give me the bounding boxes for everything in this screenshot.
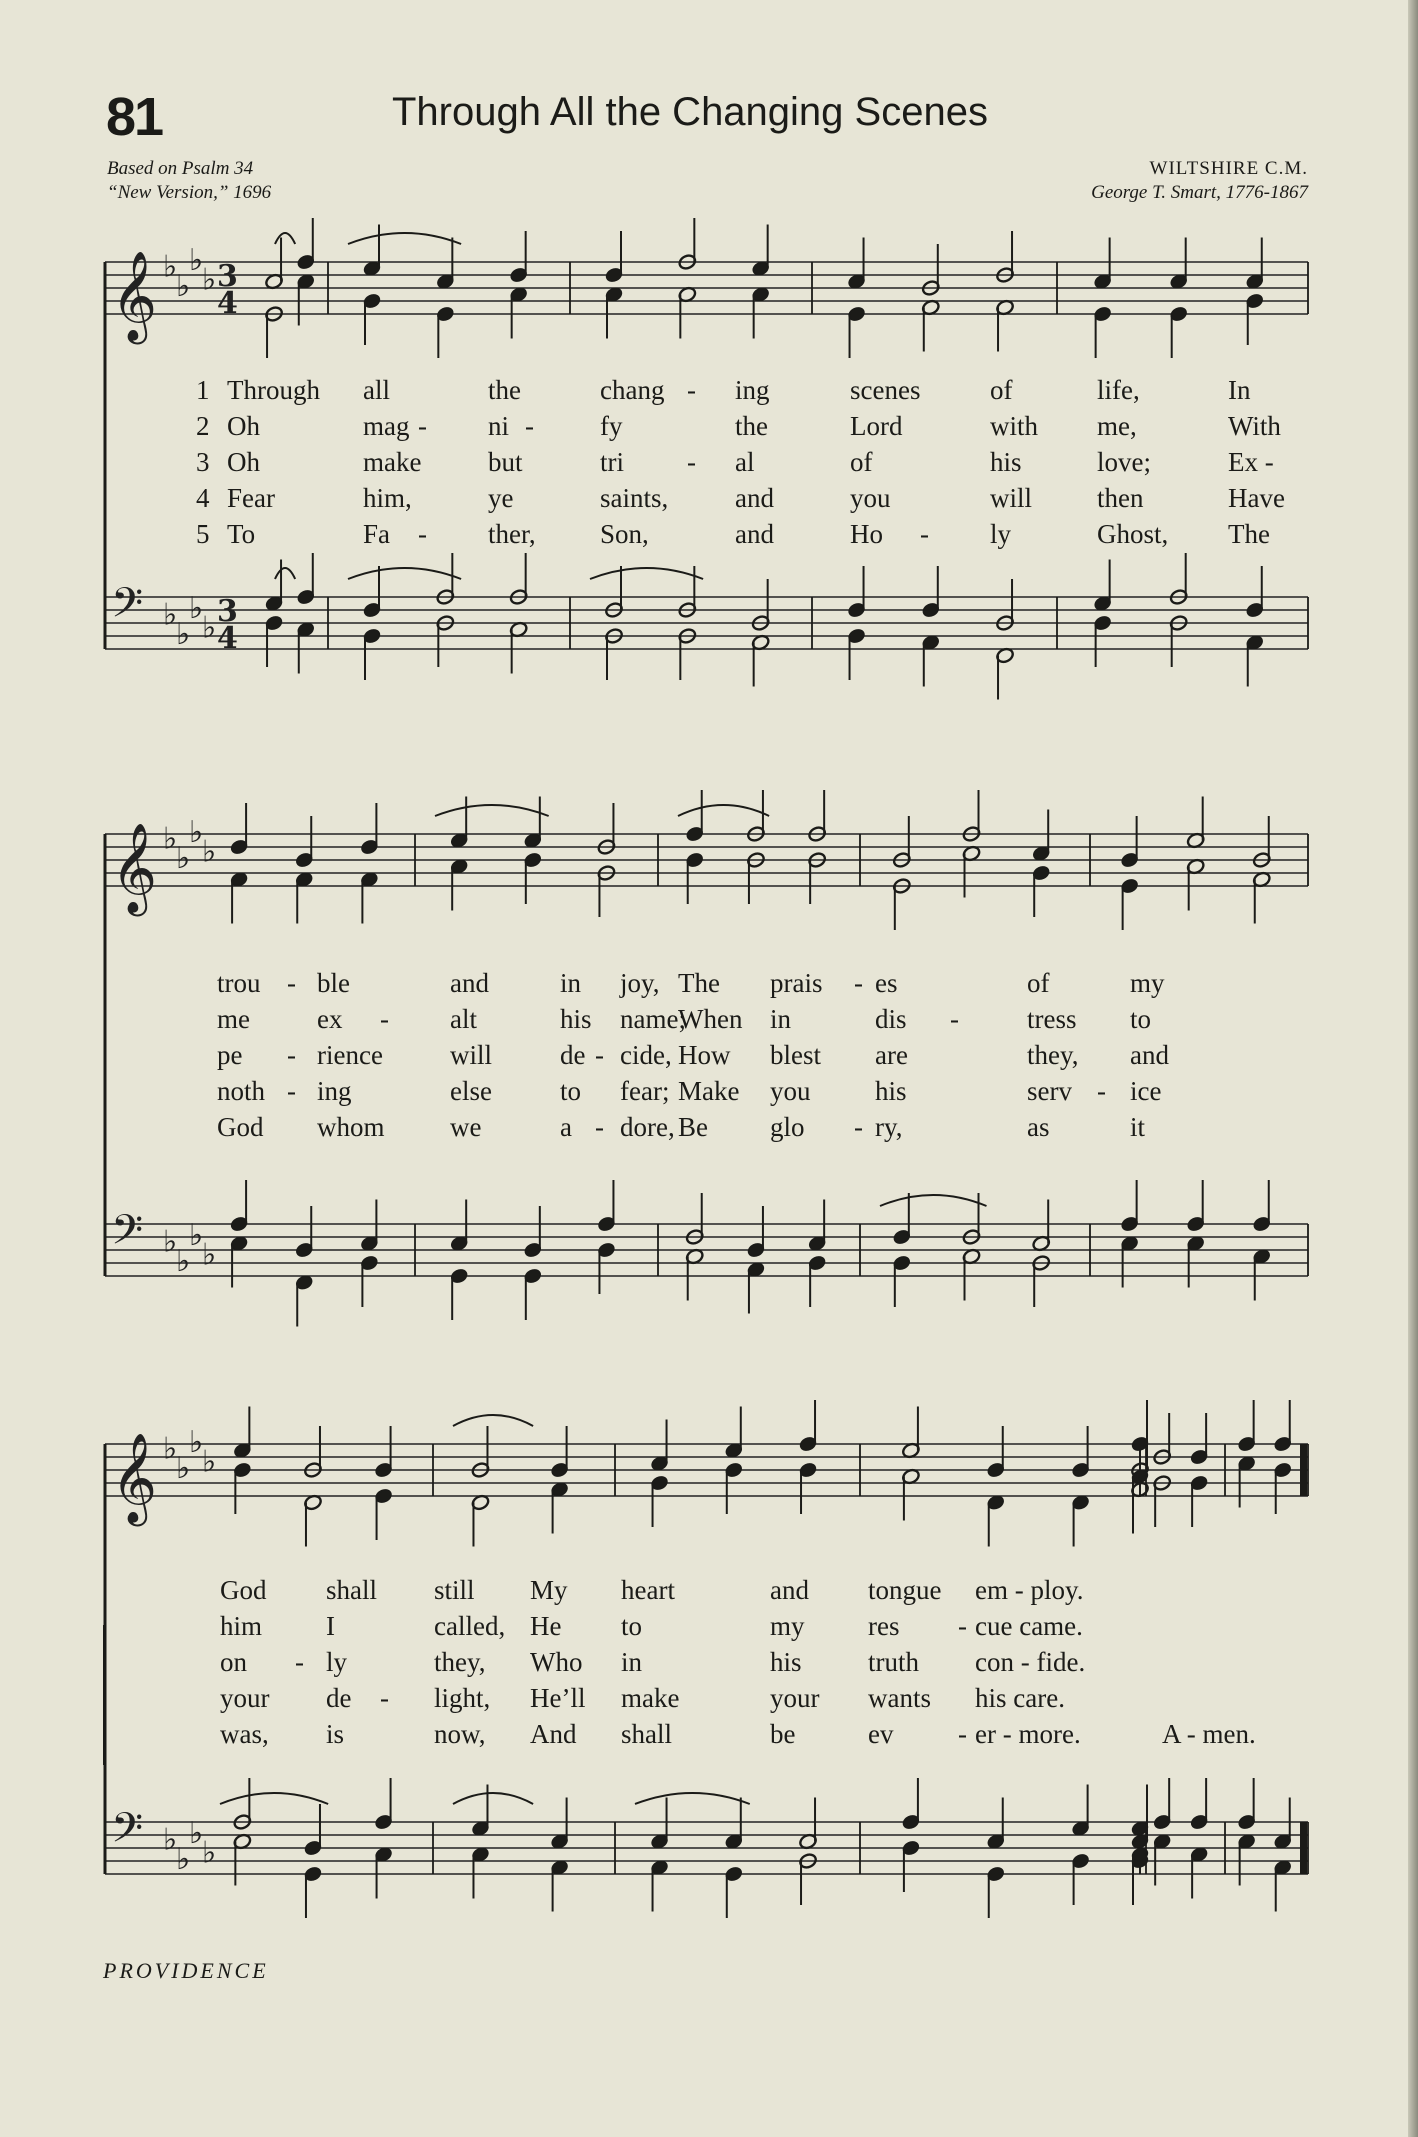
slur	[220, 1793, 328, 1804]
lyric-syllable: alt	[450, 1004, 477, 1034]
lyric-syllable: Oh	[227, 447, 260, 477]
lyric-syllable: I	[326, 1611, 335, 1641]
lyric-syllable: are	[875, 1040, 908, 1070]
lyric-syllable: ly	[990, 519, 1012, 549]
lyric-syllable: With	[1228, 411, 1281, 441]
lyric-syllable: ing	[735, 375, 770, 405]
lyric-syllable: -	[920, 519, 929, 549]
flat-icon: ♭	[176, 617, 191, 652]
lyric-syllable: To	[227, 519, 256, 549]
time-signature-top: 3	[217, 594, 238, 629]
lyric-syllable: your	[220, 1683, 270, 1713]
lyric-syllable: they,	[434, 1647, 486, 1677]
lyric-syllable: A - men.	[1162, 1719, 1256, 1749]
text-source-line-1: Based on Psalm 34	[107, 158, 254, 179]
lyric-syllable: make	[363, 447, 422, 477]
flat-icon: ♭	[163, 1224, 178, 1260]
lyric-syllable: ly	[326, 1647, 348, 1677]
flat-icon: ♭	[202, 610, 217, 646]
lyric-syllable: his	[990, 447, 1022, 477]
lyric-syllable: his	[875, 1076, 907, 1106]
flat-icon: ♭	[202, 1444, 217, 1480]
lyric-syllable: truth	[868, 1647, 919, 1677]
lyric-syllable: -	[687, 375, 696, 405]
lyric-syllable: you	[770, 1076, 811, 1106]
lyric-syllable: How	[678, 1040, 731, 1070]
lyric-syllable: and	[1130, 1040, 1169, 1070]
lyric-syllable: -	[854, 1112, 863, 1142]
lyric-syllable: tri	[600, 447, 624, 477]
slur	[275, 233, 295, 244]
lyric-syllable: fy	[600, 411, 623, 441]
lyric-syllable: it	[1130, 1112, 1146, 1142]
hymn-number: 81	[106, 87, 163, 147]
lyric-syllable: him	[220, 1611, 263, 1641]
bass-clef-icon: 𝄢	[111, 1206, 144, 1264]
lyric-syllable: Lord	[850, 411, 903, 441]
flat-icon: ♭	[189, 1218, 204, 1253]
lyric-syllable: with	[990, 411, 1039, 441]
lyric-syllable: tongue	[868, 1575, 942, 1605]
lyric-syllable: and	[450, 968, 489, 998]
lyric-syllable: cue came.	[975, 1611, 1083, 1641]
lyric-syllable: Ho	[850, 519, 883, 549]
lyric-syllable: ev	[868, 1719, 894, 1749]
margin-rule	[103, 1625, 105, 1765]
flat-icon: ♭	[202, 834, 217, 870]
lyric-syllable: serv	[1027, 1076, 1072, 1106]
slur	[590, 568, 703, 579]
lyric-syllable: we	[450, 1112, 482, 1142]
lyric-syllable: him,	[363, 483, 412, 513]
verse-number: 1	[196, 375, 210, 405]
flat-icon: ♭	[176, 1451, 191, 1486]
lyric-syllable: name;	[620, 1004, 686, 1034]
lyric-syllable: you	[850, 483, 891, 513]
lyric-syllable: -	[418, 519, 427, 549]
lyric-syllable: ble	[317, 968, 350, 998]
slur	[348, 568, 461, 579]
lyric-syllable: When	[678, 1004, 743, 1034]
time-signature-top: 3	[217, 259, 238, 294]
flat-icon: ♭	[163, 1431, 178, 1467]
tune-name: WILTSHIRE C.M.	[1149, 158, 1308, 179]
lyric-syllable: dore,	[620, 1112, 675, 1142]
treble-clef-icon: 𝄞	[111, 251, 158, 341]
flat-icon: ♭	[163, 1822, 178, 1858]
lyric-syllable: Fear	[227, 483, 275, 513]
lyric-syllable: me,	[1097, 411, 1137, 441]
lyric-syllable: God	[220, 1575, 267, 1605]
lyric-syllable: life,	[1097, 375, 1140, 405]
lyric-syllable: shall	[621, 1719, 672, 1749]
lyric-syllable: ry,	[875, 1112, 903, 1142]
lyric-syllable: make	[621, 1683, 680, 1713]
lyric-syllable: He	[530, 1611, 562, 1641]
lyric-syllable: love;	[1097, 447, 1151, 477]
lyric-syllable: in	[770, 1004, 792, 1034]
lyric-syllable: of	[850, 447, 873, 477]
flat-icon: ♭	[189, 815, 204, 850]
lyric-syllable: the	[488, 375, 521, 405]
lyric-syllable: the	[735, 411, 768, 441]
lyric-syllable: de	[560, 1040, 586, 1070]
lyric-syllable: And	[530, 1719, 577, 1749]
verse-number: 3	[196, 447, 210, 477]
lyric-syllable: all	[363, 375, 390, 405]
flat-icon: ♭	[163, 249, 178, 285]
lyric-syllable: was,	[220, 1719, 269, 1749]
lyric-syllable: Be	[678, 1112, 708, 1142]
lyric-syllable: -	[595, 1112, 604, 1142]
lyric-syllable: called,	[434, 1611, 506, 1641]
lyric-syllable: but	[488, 447, 523, 477]
hymn-title: Through All the Changing Scenes	[392, 90, 988, 134]
lyric-syllable: Through	[227, 375, 320, 405]
flat-icon: ♭	[202, 1835, 217, 1871]
flat-icon: ♭	[189, 1816, 204, 1851]
lyric-syllable: and	[770, 1575, 809, 1605]
lyric-syllable: his	[770, 1647, 802, 1677]
tune-footer: PROVIDENCE	[103, 1958, 269, 1983]
lyric-syllable: my	[1130, 968, 1165, 998]
lyric-syllable: now,	[434, 1719, 486, 1749]
lyric-syllable: -	[595, 1040, 604, 1070]
lyric-syllable: will	[450, 1040, 493, 1070]
lyric-syllable: to	[1130, 1004, 1152, 1034]
lyric-syllable: He’ll	[530, 1683, 586, 1713]
lyric-syllable: in	[560, 968, 582, 998]
lyric-syllable: fear;	[620, 1076, 670, 1106]
composer-credit: George T. Smart, 1776-1867	[1091, 182, 1308, 203]
lyric-syllable: er - more.	[975, 1719, 1081, 1749]
lyric-syllable: The	[678, 968, 720, 998]
slur	[678, 805, 769, 816]
lyric-syllable: on	[220, 1647, 247, 1677]
flat-icon: ♭	[189, 591, 204, 626]
lyric-syllable: ye	[488, 483, 514, 513]
lyric-syllable: es	[875, 968, 898, 998]
bass-clef-icon: 𝄢	[111, 579, 144, 637]
lyric-syllable: else	[450, 1076, 492, 1106]
lyric-syllable: -	[958, 1719, 967, 1749]
lyric-syllable: -	[295, 1647, 304, 1677]
lyric-syllable: Oh	[227, 411, 260, 441]
lyric-syllable: Have	[1228, 483, 1285, 513]
lyric-syllable: -	[380, 1004, 389, 1034]
lyric-syllable: to	[560, 1076, 582, 1106]
lyric-syllable: My	[530, 1575, 568, 1605]
lyric-syllable: ni	[488, 411, 510, 441]
time-signature-bottom: 4	[217, 286, 238, 321]
lyric-syllable: to	[621, 1611, 643, 1641]
lyric-syllable: of	[990, 375, 1013, 405]
lyric-syllable: in	[621, 1647, 643, 1677]
lyric-syllable: light,	[434, 1683, 491, 1713]
final-bar-line	[1300, 1822, 1307, 1874]
slur	[435, 805, 549, 816]
flat-icon: ♭	[202, 1237, 217, 1273]
lyric-syllable: -	[287, 1076, 296, 1106]
lyric-syllable: -	[950, 1004, 959, 1034]
treble-clef-icon: 𝄞	[111, 1433, 158, 1523]
time-signature-bottom: 4	[217, 621, 238, 656]
lyric-syllable: -	[525, 411, 534, 441]
lyric-syllable: joy,	[620, 968, 660, 998]
lyric-syllable: whom	[317, 1112, 385, 1142]
lyric-syllable: his	[560, 1004, 592, 1034]
lyric-syllable: pe	[217, 1040, 243, 1070]
lyric-syllable: -	[854, 968, 863, 998]
lyric-syllable: -	[287, 968, 296, 998]
slur	[453, 1415, 533, 1426]
treble-clef-icon: 𝄞	[111, 823, 158, 913]
lyric-syllable: al	[735, 447, 755, 477]
lyric-syllable: God	[217, 1112, 264, 1142]
lyric-syllable: your	[770, 1683, 820, 1713]
verse-number: 2	[196, 411, 210, 441]
bass-clef-icon: 𝄢	[111, 1804, 144, 1862]
flat-icon: ♭	[176, 1842, 191, 1877]
lyric-syllable: mag	[363, 411, 410, 441]
lyric-syllable: as	[1027, 1112, 1050, 1142]
lyric-syllable: me	[217, 1004, 250, 1034]
lyric-syllable: a	[560, 1112, 572, 1142]
lyric-syllable: and	[735, 519, 774, 549]
slur	[275, 568, 295, 579]
lyric-syllable: cide,	[620, 1040, 672, 1070]
lyric-syllable: prais	[770, 968, 823, 998]
lyric-syllable: Son,	[600, 519, 649, 549]
final-bar-line	[1300, 1444, 1307, 1496]
lyric-syllable: saints,	[600, 483, 669, 513]
lyric-syllable: blest	[770, 1040, 821, 1070]
lyric-syllable: wants	[868, 1683, 931, 1713]
slur	[453, 1793, 533, 1804]
lyric-syllable: his care.	[975, 1683, 1065, 1713]
lyric-syllable: Ghost,	[1097, 519, 1169, 549]
lyric-syllable: -	[687, 447, 696, 477]
lyric-syllable: ice	[1130, 1076, 1162, 1106]
lyric-syllable: res	[868, 1611, 900, 1641]
lyric-syllable: Who	[530, 1647, 583, 1677]
lyric-syllable: ing	[317, 1076, 352, 1106]
lyric-syllable: heart	[621, 1575, 675, 1605]
text-source-line-2: “New Version,” 1696	[107, 182, 272, 203]
lyric-syllable: de	[326, 1683, 352, 1713]
lyric-syllable: In	[1228, 375, 1251, 405]
lyric-syllable: shall	[326, 1575, 377, 1605]
lyric-syllable: -	[1097, 1076, 1106, 1106]
lyric-syllable: scenes	[850, 375, 921, 405]
slur	[635, 1793, 750, 1804]
lyric-syllable: The	[1228, 519, 1270, 549]
flat-icon: ♭	[163, 597, 178, 633]
lyric-syllable: -	[380, 1683, 389, 1713]
lyric-syllable: em - ploy.	[975, 1575, 1084, 1605]
lyric-syllable: my	[770, 1611, 805, 1641]
lyric-syllable: noth	[217, 1076, 266, 1106]
lyric-syllable: glo	[770, 1112, 805, 1142]
lyric-syllable: tress	[1027, 1004, 1077, 1034]
slur	[348, 233, 461, 244]
flat-icon: ♭	[189, 243, 204, 278]
flat-icon: ♭	[176, 269, 191, 304]
lyric-syllable: -	[287, 1040, 296, 1070]
flat-icon: ♭	[176, 1244, 191, 1279]
lyric-syllable: Make	[678, 1076, 740, 1106]
flat-icon: ♭	[189, 1425, 204, 1460]
lyric-syllable: of	[1027, 968, 1050, 998]
lyric-syllable: will	[990, 483, 1033, 513]
lyric-syllable: be	[770, 1719, 796, 1749]
lyric-syllable: dis	[875, 1004, 907, 1034]
verse-number: 4	[196, 483, 210, 513]
lyric-syllable: ex	[317, 1004, 343, 1034]
verse-number: 5	[196, 519, 210, 549]
lyric-syllable: Ex -	[1228, 447, 1274, 477]
lyric-syllable: and	[735, 483, 774, 513]
lyric-syllable: -	[418, 411, 427, 441]
lyric-syllable: trou	[217, 968, 261, 998]
lyric-syllable: con - fide.	[975, 1647, 1086, 1677]
flat-icon: ♭	[202, 262, 217, 298]
lyric-syllable: then	[1097, 483, 1144, 513]
lyric-syllable: -	[958, 1611, 967, 1641]
flat-icon: ♭	[163, 821, 178, 857]
lyric-syllable: Fa	[363, 519, 390, 549]
flat-icon: ♭	[176, 841, 191, 876]
lyric-syllable: still	[434, 1575, 475, 1605]
lyric-syllable: is	[326, 1719, 345, 1749]
lyric-syllable: they,	[1027, 1040, 1079, 1070]
slur	[880, 1195, 987, 1206]
lyric-syllable: rience	[317, 1040, 383, 1070]
lyric-syllable: ther,	[488, 519, 536, 549]
lyric-syllable: chang	[600, 375, 665, 405]
